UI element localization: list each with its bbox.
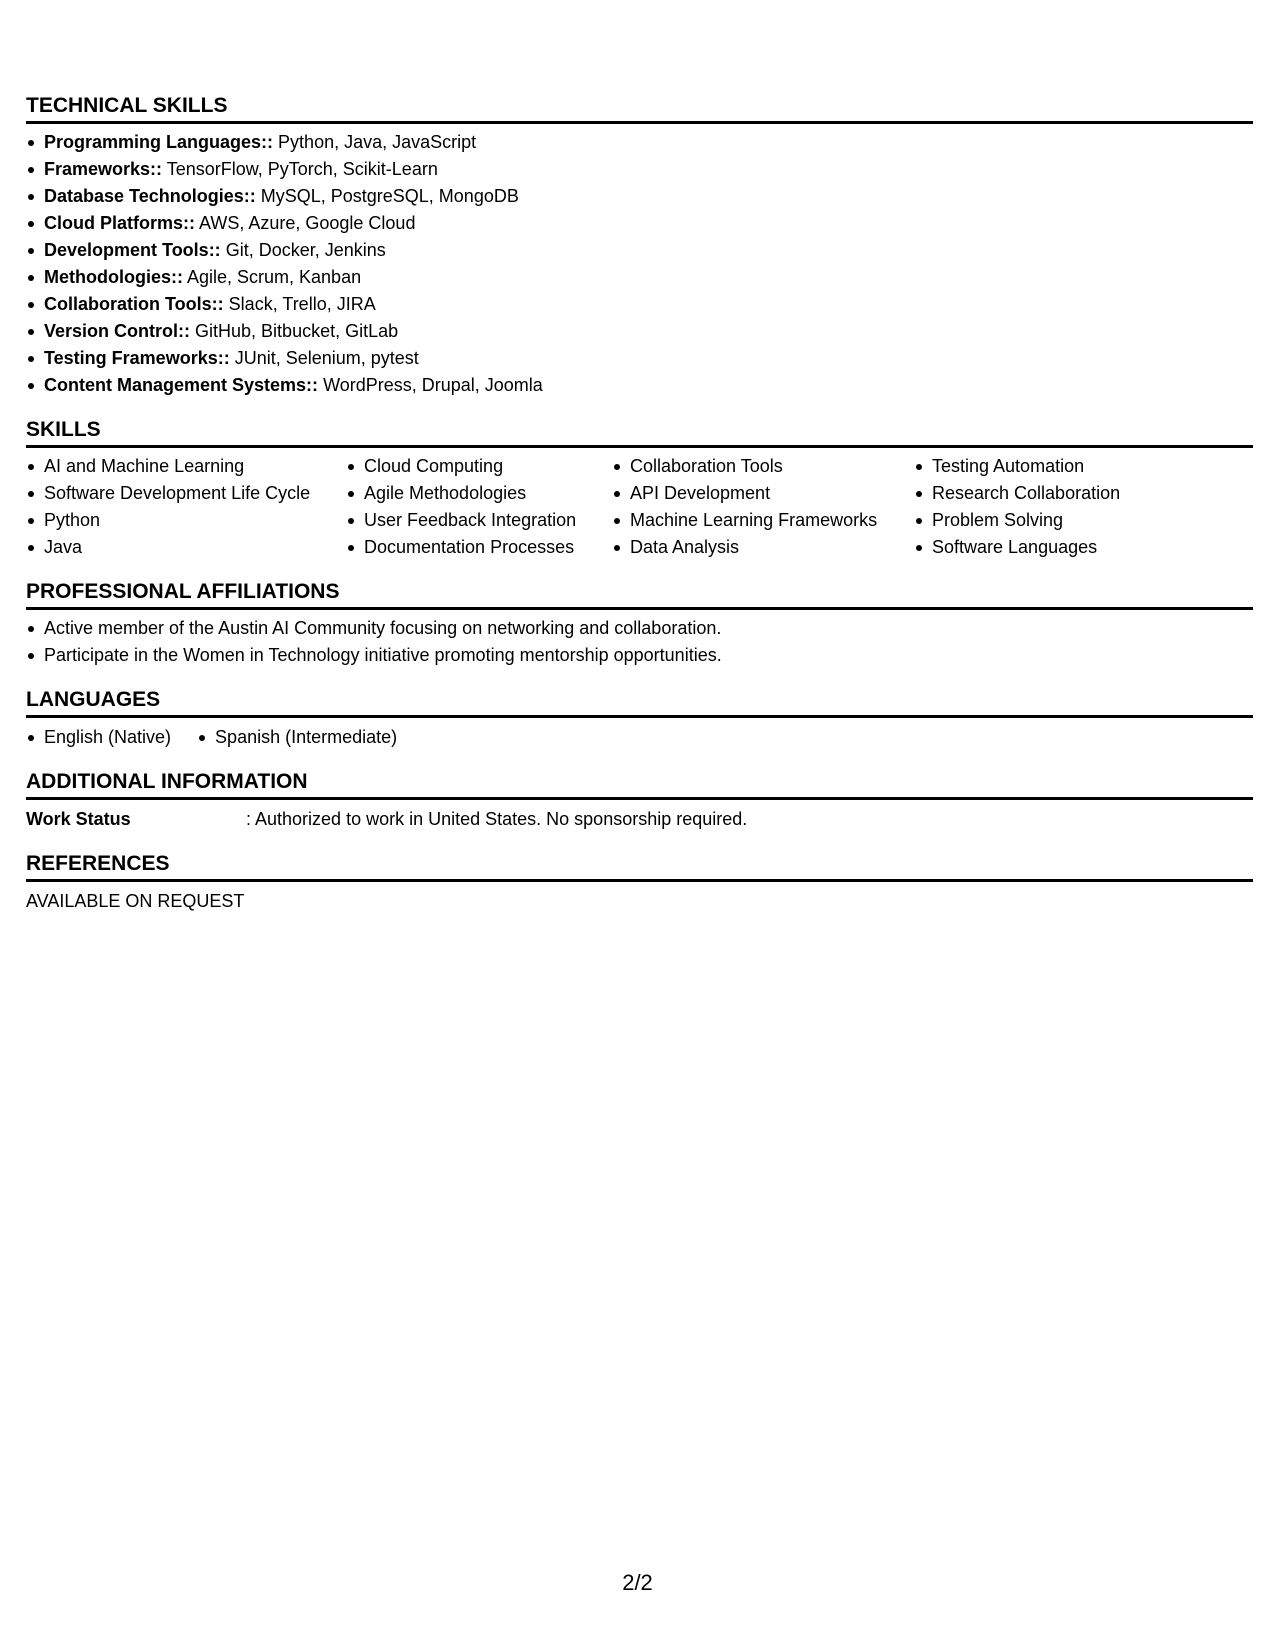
list-item: API Development [612,480,914,507]
skills-column [914,453,1214,561]
list-item: Java [26,534,346,561]
list-item: Software Development Life Cycle [26,480,346,507]
skill-category-value: Agile, Scrum, Kanban [187,267,362,287]
work-status-label: Work Status [26,809,131,829]
affiliations-heading: PROFESSIONAL AFFILIATIONS [26,579,1253,610]
list-item: Testing Automation [914,453,1214,480]
technical-skills-section [26,93,1253,399]
languages-section [26,687,1253,751]
skill-category-value: GitHub, Bitbucket, GitLab [195,321,399,341]
additional-info-heading: ADDITIONAL INFORMATION [26,769,1253,800]
list-item: Agile Methodologies [346,480,612,507]
technical-skills-heading: TECHNICAL SKILLS [26,93,1253,124]
languages-list [26,718,1253,751]
skills-section [26,417,1253,561]
list-item: User Feedback Integration [346,507,612,534]
work-status-row [26,800,1253,833]
skills-column [26,453,346,561]
list-item: Software Languages [914,534,1214,561]
list-item: English (Native) [26,724,171,751]
list-item [26,183,1253,210]
list-item: Spanish (Intermediate) [197,724,397,751]
skills-column [346,453,612,561]
list-item: Active member of the Austin AI Community focusing on networking and collaboration. [26,615,1253,642]
references-heading: REFERENCES [26,851,1253,882]
list-item [26,237,1253,264]
list-item: Cloud Computing [346,453,612,480]
list-item [26,345,1253,372]
skill-category-label: Development Tools:: [44,240,221,260]
list-item: Research Collaboration [914,480,1214,507]
additional-info-section [26,769,1253,833]
list-item [26,372,1253,399]
skill-category-value: Slack, Trello, JIRA [228,294,376,314]
list-item: Machine Learning Frameworks [612,507,914,534]
references-text: AVAILABLE ON REQUEST [26,891,245,911]
list-item: Problem Solving [914,507,1214,534]
page-number: 2/2 [622,1570,653,1595]
affiliations-section [26,579,1253,669]
list-item: Collaboration Tools [612,453,914,480]
skill-category-value: Git, Docker, Jenkins [225,240,386,260]
list-item: Documentation Processes [346,534,612,561]
skill-category-label: Content Management Systems:: [44,375,319,395]
list-item: Data Analysis [612,534,914,561]
list-item [26,291,1253,318]
skill-category-value: WordPress, Drupal, Joomla [323,375,543,395]
list-item: Python [26,507,346,534]
skill-category-value: Python, Java, JavaScript [278,132,477,152]
skill-category-value: TensorFlow, PyTorch, Scikit-Learn [166,159,438,179]
skill-category-value: JUnit, Selenium, pytest [234,348,419,368]
technical-skills-list [26,124,1253,399]
skills-grid [26,448,1253,561]
list-item: AI and Machine Learning [26,453,346,480]
skill-category-label: Collaboration Tools:: [44,294,224,314]
list-item [26,210,1253,237]
affiliations-list [26,610,1253,669]
list-item [26,156,1253,183]
resume-page [26,93,1253,933]
skill-category-label: Testing Frameworks:: [44,348,230,368]
list-item: Participate in the Women in Technology initiative promoting mentorship opportunities. [26,642,1253,669]
skill-category-value: MySQL, PostgreSQL, MongoDB [260,186,519,206]
references-section [26,851,1253,915]
skills-heading: SKILLS [26,417,1253,448]
skills-column [612,453,914,561]
skill-category-label: Frameworks:: [44,159,163,179]
skill-category-value: AWS, Azure, Google Cloud [199,213,416,233]
skill-category-label: Cloud Platforms:: [44,213,195,233]
skill-category-label: Methodologies:: [44,267,183,287]
list-item [26,264,1253,291]
skill-category-label: Programming Languages:: [44,132,274,152]
skill-category-label: Version Control:: [44,321,191,341]
list-item [26,129,1253,156]
list-item [26,318,1253,345]
languages-heading: LANGUAGES [26,687,1253,718]
skill-category-label: Database Technologies:: [44,186,256,206]
work-status-value: : Authorized to work in United States. No sponsorship required. [246,809,748,829]
